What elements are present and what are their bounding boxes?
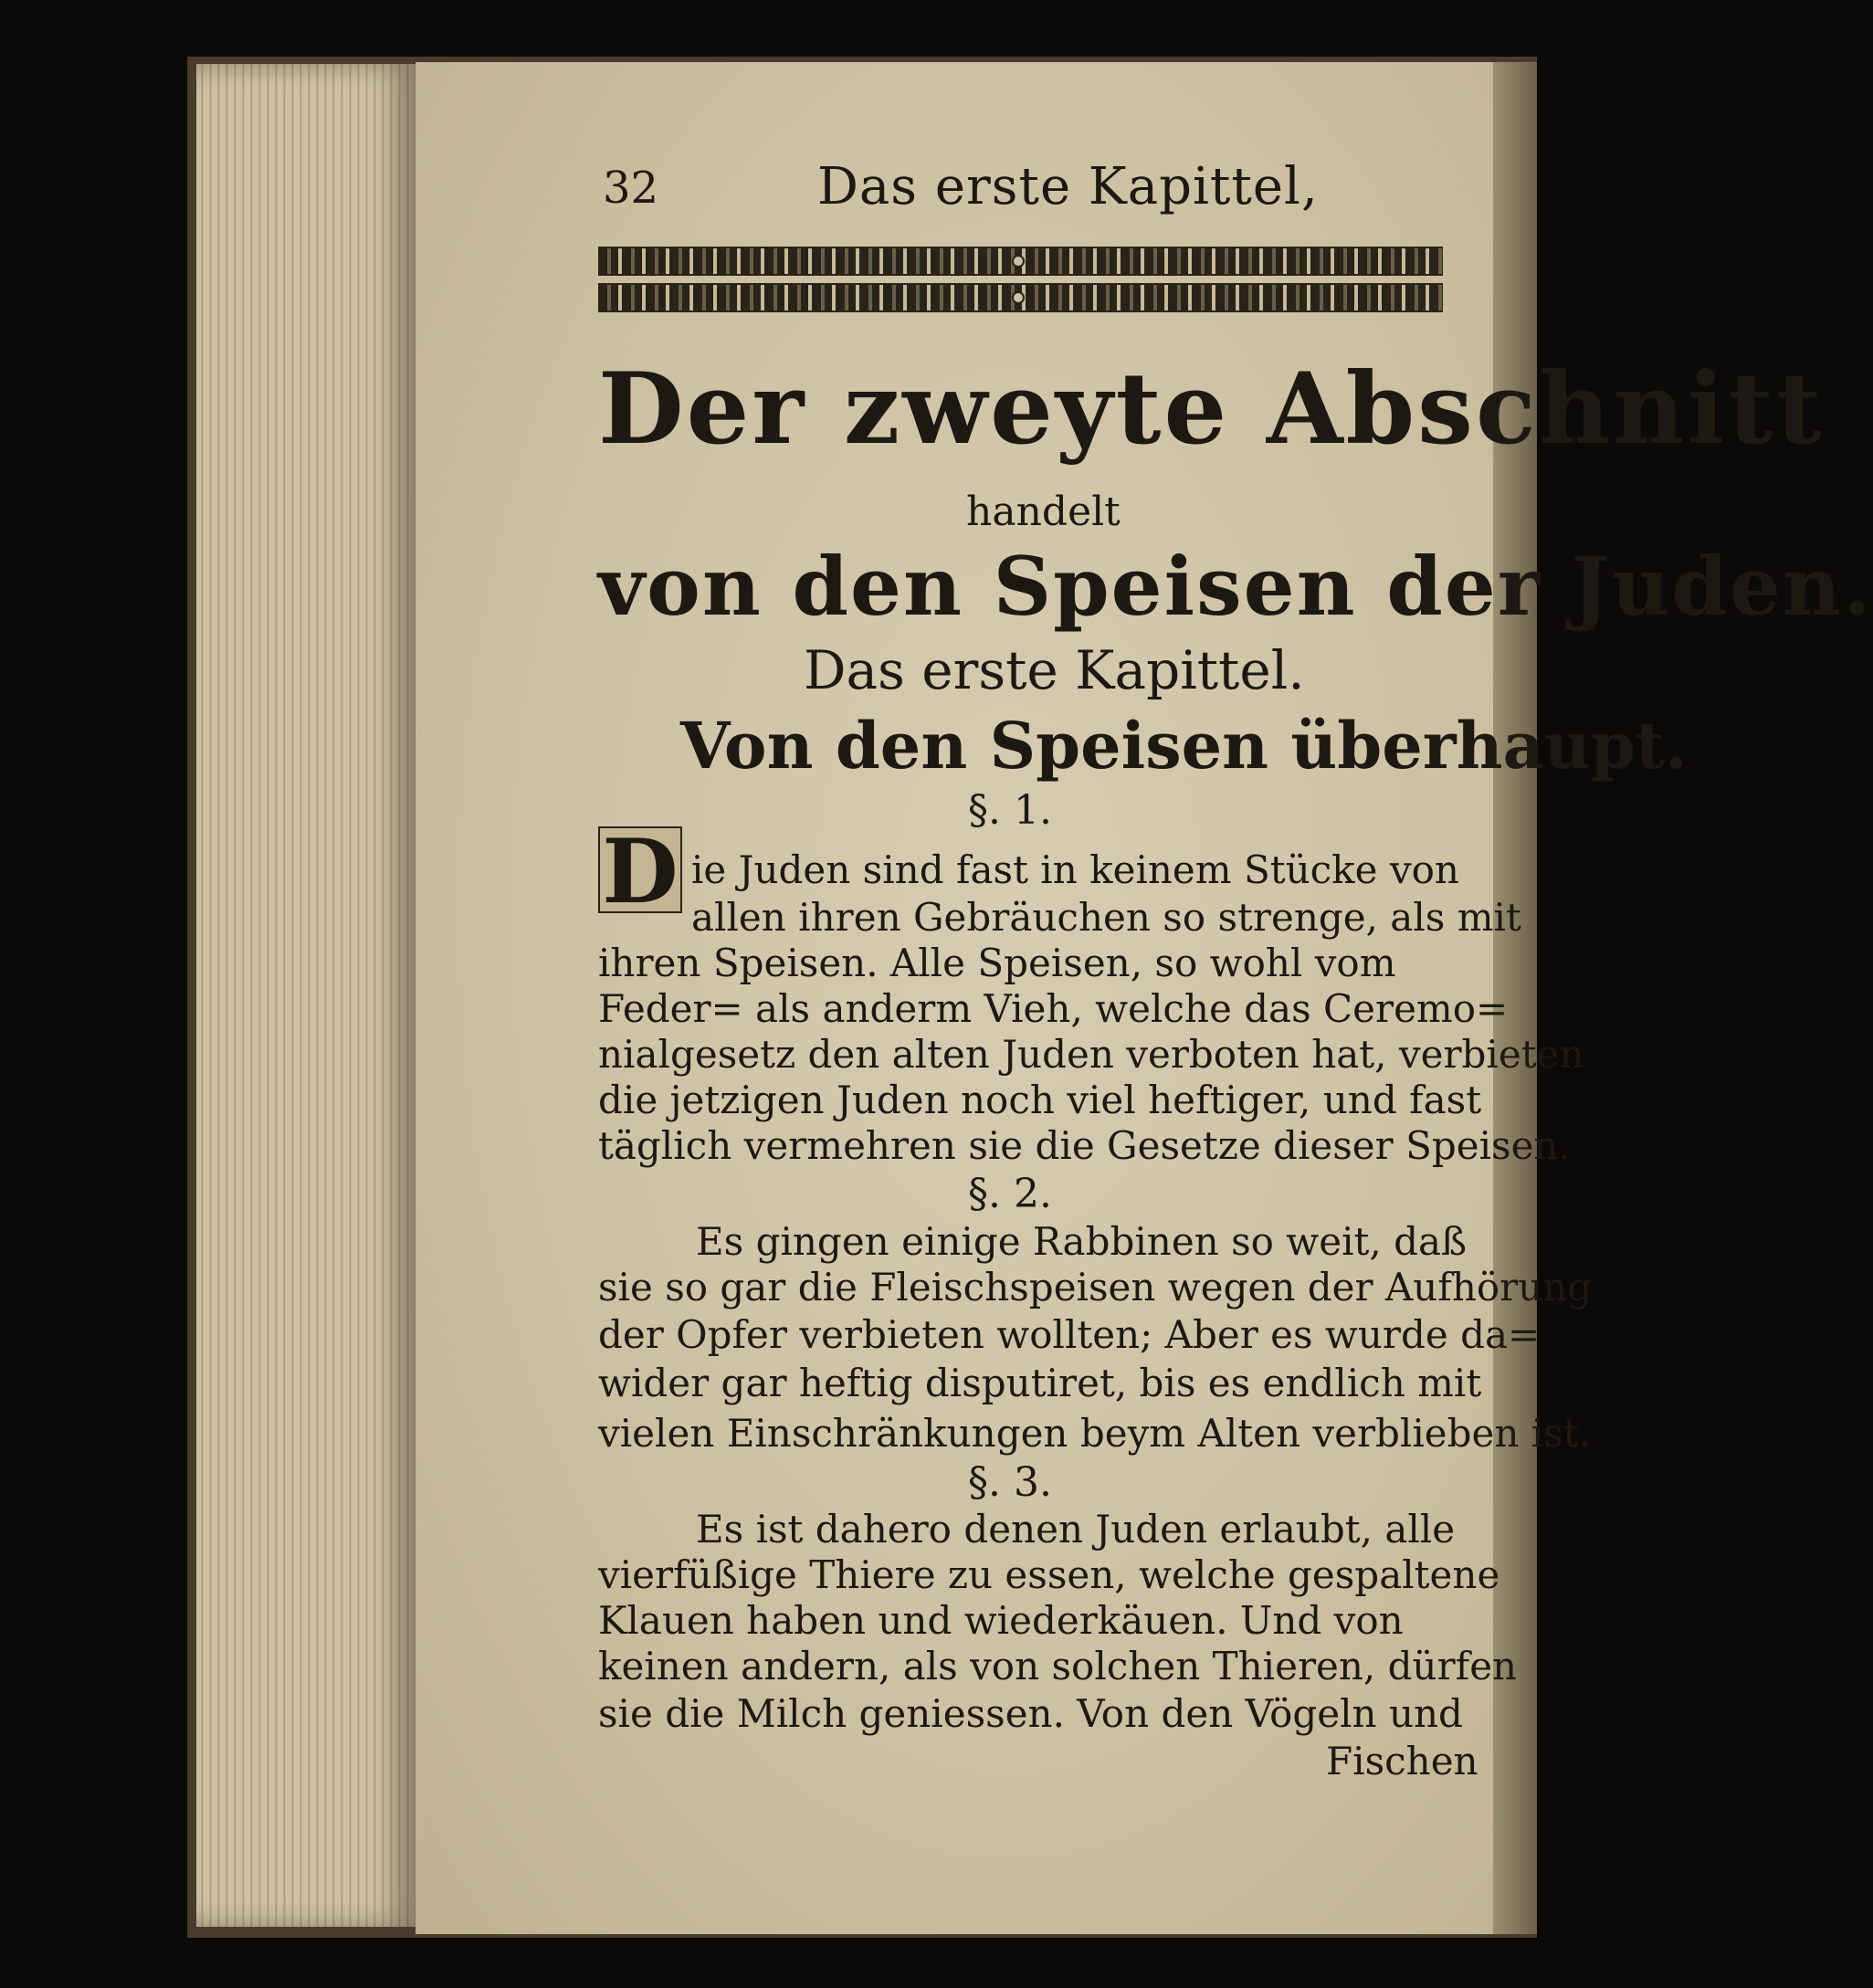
- text-line: allen ihren Gebräuchen so strenge, als mit: [691, 895, 1521, 940]
- page-number: 32: [603, 163, 659, 214]
- paragraph-mark: §. 2.: [968, 1171, 1052, 1217]
- text-line: Es gingen einige Rabbinen so weit, daß: [696, 1219, 1468, 1264]
- text-line: vierfüßige Thiere zu essen, welche gespaltene: [598, 1552, 1500, 1597]
- text-line: wider gar heftig disputiret, bis es endlich mit: [598, 1361, 1482, 1405]
- ornament-dot-icon: [1012, 291, 1025, 304]
- text-line: nialgesetz den alten Juden verboten hat, verbieten: [598, 1032, 1584, 1077]
- running-head: Das erste Kapittel,: [817, 157, 1319, 216]
- text-line: vielen Einschränkungen beym Alten verblieben ist.: [598, 1411, 1591, 1456]
- text-line: keinen andern, als von solchen Thieren, dürfen: [598, 1644, 1518, 1688]
- catch-word: Fischen: [1326, 1739, 1478, 1783]
- section-title: Der zweyte Abschnitt: [598, 352, 1825, 467]
- ornament-dot-icon: [1012, 255, 1025, 268]
- text-line: ie Juden sind fast in keinem Stücke von: [691, 847, 1459, 892]
- text-line: täglich vermehren sie die Gesetze dieser Speisen.: [598, 1123, 1571, 1168]
- text-line: die jetzigen Juden noch viel heftiger, und fast: [598, 1078, 1482, 1122]
- text-line: sie die Milch geniessen. Von den Vögeln und: [598, 1691, 1463, 1736]
- chapter-subject: Von den Speisen überhaupt.: [680, 708, 1688, 784]
- text-line: sie so gar die Fleischspeisen wegen der Aufhörung: [598, 1265, 1593, 1310]
- drop-cap: D: [598, 826, 682, 913]
- text-line: Klauen haben und wiederkäuen. Und von: [598, 1598, 1404, 1643]
- text-line: Es ist dahero denen Juden erlaubt, alle: [696, 1507, 1456, 1551]
- section-subject: von den Speisen der Juden.: [598, 539, 1873, 634]
- text-line: der Opfer verbieten wollten; Aber es wurde da=: [598, 1312, 1541, 1357]
- paragraph-mark: §. 1.: [968, 787, 1052, 834]
- text-line: ihren Speisen. Alle Speisen, so wohl vom: [598, 941, 1396, 985]
- page-edges: [196, 64, 416, 1927]
- section-subtitle: handelt: [966, 489, 1121, 535]
- text-line: Feder= als anderm Vieh, welche das Ceremo=: [598, 986, 1509, 1031]
- paragraph-mark: §. 3.: [968, 1459, 1052, 1506]
- chapter-title: Das erste Kapittel.: [804, 639, 1305, 701]
